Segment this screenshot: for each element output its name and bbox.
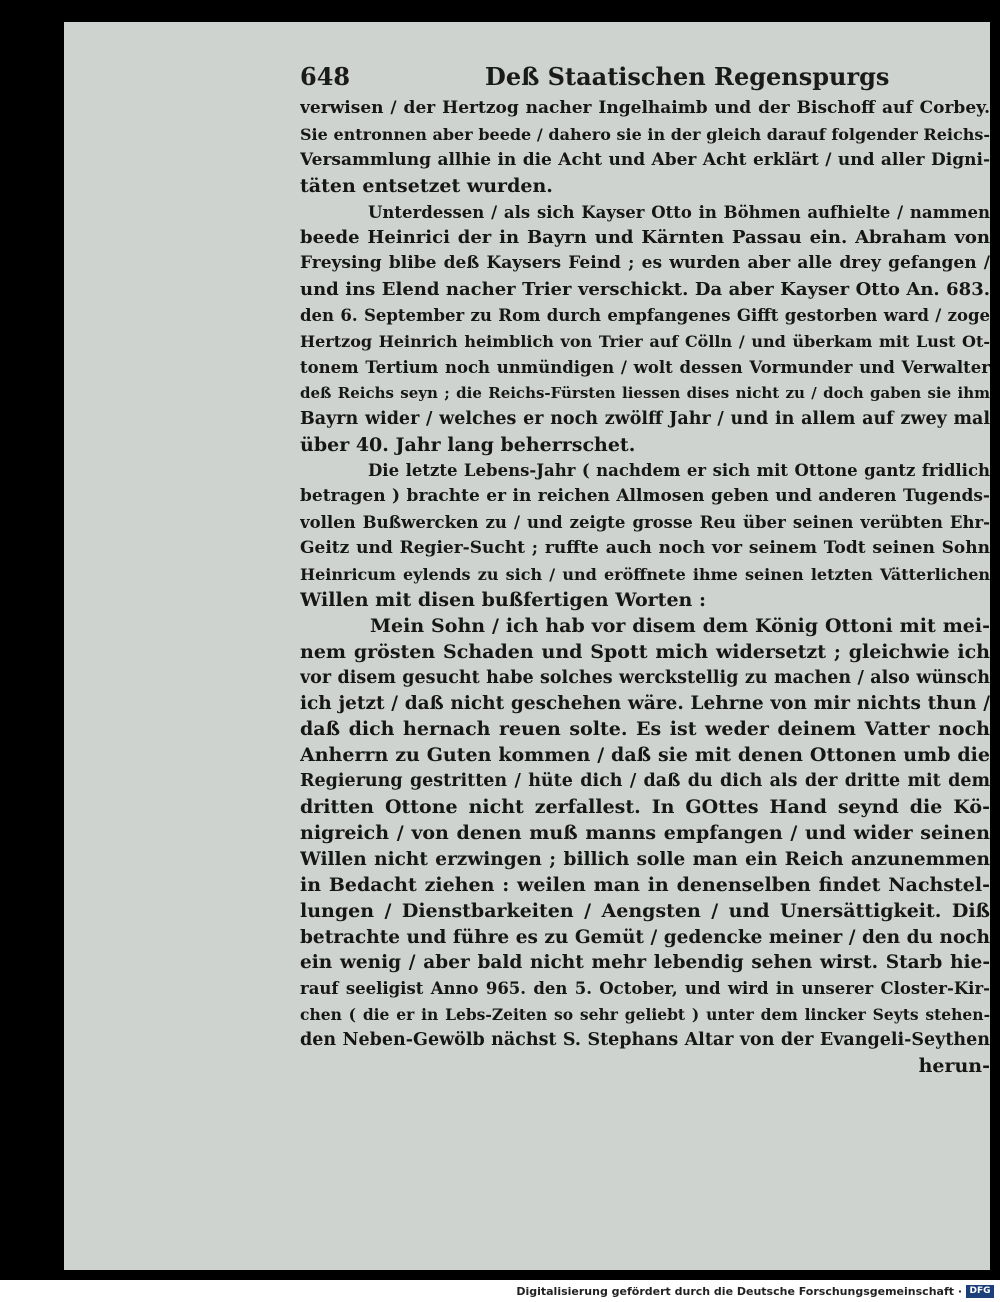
text-line: Mein Sohn / ich hab vor disem dem König Ottoni mit mei- xyxy=(370,614,990,637)
funding-credit: Digitalisierung gefördert durch die Deutsche Forschungsgemeinschaft · xyxy=(516,1285,962,1298)
running-title: Deß Staatischen Regenspurgs xyxy=(485,62,890,91)
text-line: den 6. September zu Rom durch empfangenes Gifft gestorben ward / zoge xyxy=(300,306,990,326)
text-line: täten entsetzet wurden. xyxy=(300,174,553,197)
text-line: Willen mit disen bußfertigen Worten : xyxy=(300,588,706,611)
text-line: lungen / Dienstbarkeiten / Aengsten / und Unersättigkeit. Diß xyxy=(300,899,990,922)
text-line: Anherrn zu Guten kommen / daß sie mit denen Ottonen umb die xyxy=(300,744,990,767)
dfg-logo-icon: DFG xyxy=(966,1285,994,1298)
text-line: vollen Bußwercken zu / und zeigte grosse Reu über seinen verübten Ehr- xyxy=(300,513,990,533)
text-line: Unterdessen / als sich Kayser Otto in Böhmen aufhielte / nammen xyxy=(368,202,990,222)
text-line: Die letzte Lebens-Jahr ( nachdem er sich mit Ottone gantz fridlich xyxy=(368,461,990,481)
text-line: verwisen / der Hertzog nacher Ingelhaimb und der Bischoff auf Corbey. xyxy=(300,98,990,118)
text-line: nigreich / von denen muß manns empfangen / und wider seinen xyxy=(300,821,990,844)
text-line: Willen nicht erzwingen ; billich solle man ein Reich anzunemmen xyxy=(300,848,990,870)
text-line: den Neben-Gewölb nächst S. Stephans Altar von der Evangeli-Seythen xyxy=(300,1030,990,1051)
page-header xyxy=(300,62,1000,92)
text-line: Heinricum eylends zu sich / und eröffnete ihme seinen letzten Vätterlichen xyxy=(300,565,990,585)
text-line: nem grösten Schaden und Spott mich widersetzt ; gleichwie ich xyxy=(300,640,990,663)
text-line: rauf seeligist Anno 965. den 5. October, und wird in unserer Closter-Kir- xyxy=(300,979,990,999)
text-line: Geitz und Regier-Sucht ; ruffte auch noch vor seinem Todt seinen Sohn xyxy=(300,538,990,559)
text-line: Sie entronnen aber beede / dahero sie in der gleich darauf folgender Reichs- xyxy=(300,124,990,144)
text-line: Freysing blibe deß Kaysers Feind ; es wurden aber alle drey gefangen / xyxy=(300,253,990,274)
text-line: tonem Tertium noch unmündigen / wolt dessen Vormunder und Verwalter xyxy=(300,357,990,377)
text-line: chen ( die er in Lebs-Zeiten so sehr geliebt ) unter dem lincker Seyts stehen- xyxy=(300,1005,990,1025)
text-line: über 40. Jahr lang beherrschet. xyxy=(300,433,636,456)
text-line: ein wenig / aber bald nicht mehr lebendig sehen wirst. Starb hie- xyxy=(300,952,990,974)
text-line: Hertzog Heinrich heimblich von Trier auf Cölln / und überkam mit Lust Ot- xyxy=(300,332,990,352)
text-line: beede Heinrici der in Bayrn und Kärnten Passau ein. Abraham von xyxy=(300,227,990,249)
text-line: betrachte und führe es zu Gemüt / gedencke meiner / den du noch xyxy=(300,926,990,948)
text-line: ich jetzt / daß nicht geschehen wäre. Lehrne von mir nichts thun / xyxy=(300,693,990,715)
body-text xyxy=(300,96,990,1080)
text-line: in Bedacht ziehen : weilen man in denenselben findet Nachstel- xyxy=(300,873,990,896)
text-line: und ins Elend nacher Trier verschickt. Da aber Kayser Otto An. 683. xyxy=(300,279,990,301)
text-line: dritten Ottone nicht zerfallest. In GOttes Hand seynd die Kö- xyxy=(300,796,990,819)
page-number: 648 xyxy=(300,62,351,91)
text-line: deß Reichs seyn ; die Reichs-Fürsten liessen dises nicht zu / doch gaben sie ihm xyxy=(300,383,990,402)
text-line: Bayrn wider / welches er noch zwölff Jahr / und in allem auf zwey mal xyxy=(300,408,990,429)
text-line: vor disem gesucht habe solches werckstellig zu machen / also wünsch xyxy=(300,667,990,688)
text-line: Regierung gestritten / hüte dich / daß du dich als der dritte mit dem xyxy=(300,771,990,792)
text-line: betragen ) brachte er in reichen Allmosen geben und anderen Tugends- xyxy=(300,486,990,507)
catchword: herun- xyxy=(918,1054,990,1077)
text-line: Versammlung allhie in die Acht und Aber Acht erklärt / und aller Digni- xyxy=(300,149,990,170)
text-line: daß dich hernach reuen solte. Es ist weder deinem Vatter noch xyxy=(300,718,990,741)
